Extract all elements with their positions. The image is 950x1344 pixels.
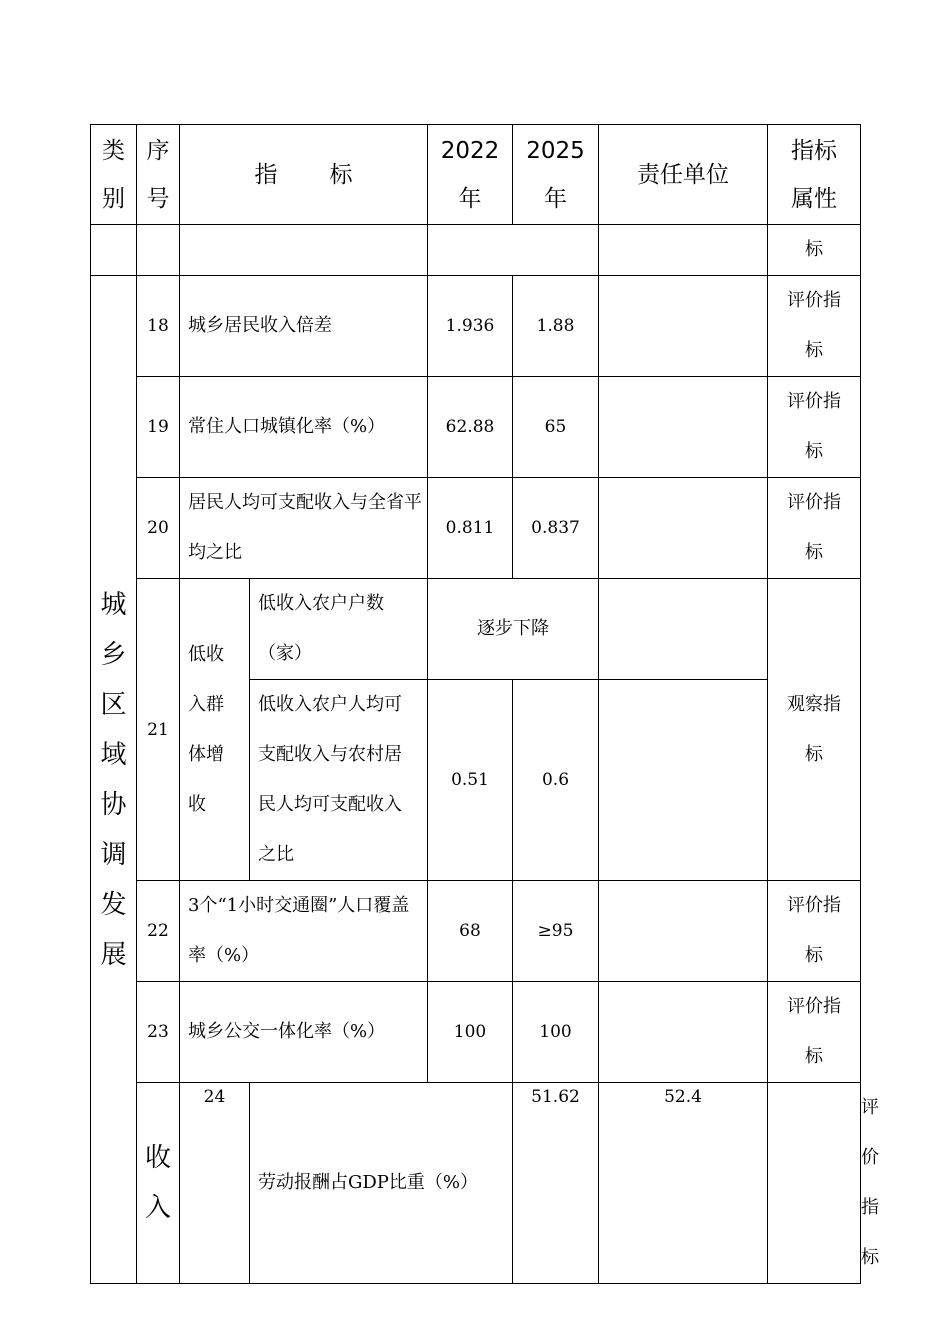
group-line: 入群 (188, 693, 224, 715)
header-category-line1: 类 (102, 137, 125, 164)
header-2025-line2: 年 (544, 185, 567, 212)
indicator-attr (768, 579, 861, 881)
sub-indicator-line: 低收入农户户数 (258, 593, 384, 614)
value-2022: 100 (428, 982, 513, 1083)
category-char: 协 (100, 789, 127, 820)
header-category-line2: 别 (102, 185, 125, 212)
indicator-name: 居民人均可支配收入与全省平均之比 (180, 478, 428, 579)
category-char: 调 (100, 839, 127, 870)
row-number: 18 (137, 276, 180, 377)
responsible-unit (768, 1083, 861, 1284)
value-2025: 100 (513, 982, 599, 1083)
group-line: 体增 (188, 743, 224, 765)
indicator-name: 城乡居民收入倍差 (180, 276, 428, 377)
responsible-unit (599, 982, 768, 1083)
value-2022: 62.88 (428, 377, 513, 478)
sub-indicator-line: 低收入农户人均可 (258, 694, 402, 715)
header-serial-line2: 号 (146, 185, 170, 212)
row-number: 19 (137, 377, 180, 478)
sub-indicator-line: 之比 (258, 844, 294, 865)
cell (599, 225, 768, 276)
group-line: 收 (188, 793, 206, 815)
cell (91, 225, 137, 276)
carry-row (91, 225, 861, 276)
category-char: 收 (144, 1143, 171, 1173)
value-2025: 0.837 (513, 478, 599, 579)
category-char: 域 (100, 739, 127, 770)
cell (428, 225, 599, 276)
category-char: 乡 (100, 639, 127, 670)
header-2022-line1: 2022 (440, 137, 500, 164)
header-indicator-a: 指 (254, 161, 278, 188)
cell (180, 225, 428, 276)
header-row (91, 125, 861, 225)
header-indicator (180, 125, 428, 225)
table-row (91, 478, 861, 579)
indicator-attr (768, 982, 861, 1083)
value-2022: 1.936 (428, 276, 513, 377)
value-2022: 68 (428, 881, 513, 982)
table-row-21a (91, 579, 861, 680)
attr-line: 评价指 (787, 290, 841, 311)
row-number: 22 (137, 881, 180, 982)
sub-indicator-name (250, 680, 428, 881)
responsible-unit (599, 579, 768, 680)
responsible-unit (599, 377, 768, 478)
group-line: 低收 (188, 643, 224, 665)
header-attr (768, 125, 861, 225)
attr-line: 标 (805, 542, 823, 563)
category-char: 发 (100, 889, 127, 920)
value-2022: 0.51 (428, 680, 513, 881)
header-2025-line1: 2025 (526, 137, 585, 164)
indicator-name: 常住人口城镇化率（%） (180, 377, 428, 478)
attr-line: 标 (805, 743, 823, 765)
table-row: 收 入 24 劳动报酬占GDP比重（%） 51.62 52.4 评价指 标 (91, 1083, 861, 1284)
attr-line: 标 (805, 1046, 823, 1067)
merged-value: 逐步下降 (428, 579, 599, 680)
value-2025: 52.4 (599, 1083, 768, 1284)
header-category (91, 125, 137, 225)
attr-line: 观察指 (787, 693, 841, 715)
attr-line: 评价指 (787, 391, 841, 412)
category-cell (91, 276, 137, 1284)
header-indicator-b: 标 (329, 161, 353, 188)
category-char: 城 (100, 589, 127, 620)
attr-line: 评价指 (787, 996, 841, 1017)
responsible-unit (599, 478, 768, 579)
cell (137, 225, 180, 276)
table-row (91, 982, 861, 1083)
sub-indicator-line: 民人均可支配收入 (258, 794, 402, 815)
category-char: 入 (144, 1193, 171, 1223)
value-2025: 0.6 (513, 680, 599, 881)
value-2025: ≥95 (513, 881, 599, 982)
attr-line: 标 (805, 945, 823, 966)
responsible-unit (599, 276, 768, 377)
indicator-attr (768, 377, 861, 478)
row-number: 21 (137, 579, 180, 881)
value-2025: 65 (513, 377, 599, 478)
indicator-name: 劳动报酬占GDP比重（%） (250, 1083, 513, 1284)
attr-line: 评价指 (787, 492, 841, 513)
group-name (180, 579, 250, 881)
sub-indicator-line: 支配收入与农村居 (258, 744, 402, 765)
header-serial (137, 125, 180, 225)
sub-indicator-name (250, 579, 428, 680)
value-2022: 0.811 (428, 478, 513, 579)
responsible-unit (599, 680, 768, 881)
header-unit (599, 125, 768, 225)
attr-line: 评价指 (787, 895, 841, 916)
category-char: 展 (100, 939, 127, 970)
value-2025: 1.88 (513, 276, 599, 377)
indicator-attr (768, 881, 861, 982)
sub-indicator-line: （家） (258, 643, 312, 664)
carry-attr: 标 (768, 225, 861, 276)
category-cell-next (137, 1083, 180, 1284)
value-2022: 51.62 (513, 1083, 599, 1284)
header-serial-line1: 序 (146, 137, 170, 164)
attr-line: 标 (805, 340, 823, 361)
table-row (91, 881, 861, 982)
header-2022-line2: 年 (458, 185, 482, 212)
indicator-name: 城乡公交一体化率（%） (180, 982, 428, 1083)
indicator-attr (768, 478, 861, 579)
indicator-attr (768, 276, 861, 377)
header-2025 (513, 125, 599, 225)
header-unit-text: 责任单位 (637, 161, 729, 188)
header-attr-line1: 指标 (791, 137, 837, 164)
table-row (91, 377, 861, 478)
row-number: 20 (137, 478, 180, 579)
header-attr-line2: 属性 (791, 185, 837, 212)
row-number: 23 (137, 982, 180, 1083)
responsible-unit (599, 881, 768, 982)
table-row (91, 276, 861, 377)
indicator-table (90, 124, 879, 1284)
category-char: 区 (100, 689, 127, 720)
row-number: 24 (180, 1083, 250, 1284)
header-2022 (428, 125, 513, 225)
attr-line: 标 (805, 441, 823, 462)
indicator-name: 3个“1小时交通圈”人口覆盖率（%） (180, 881, 428, 982)
